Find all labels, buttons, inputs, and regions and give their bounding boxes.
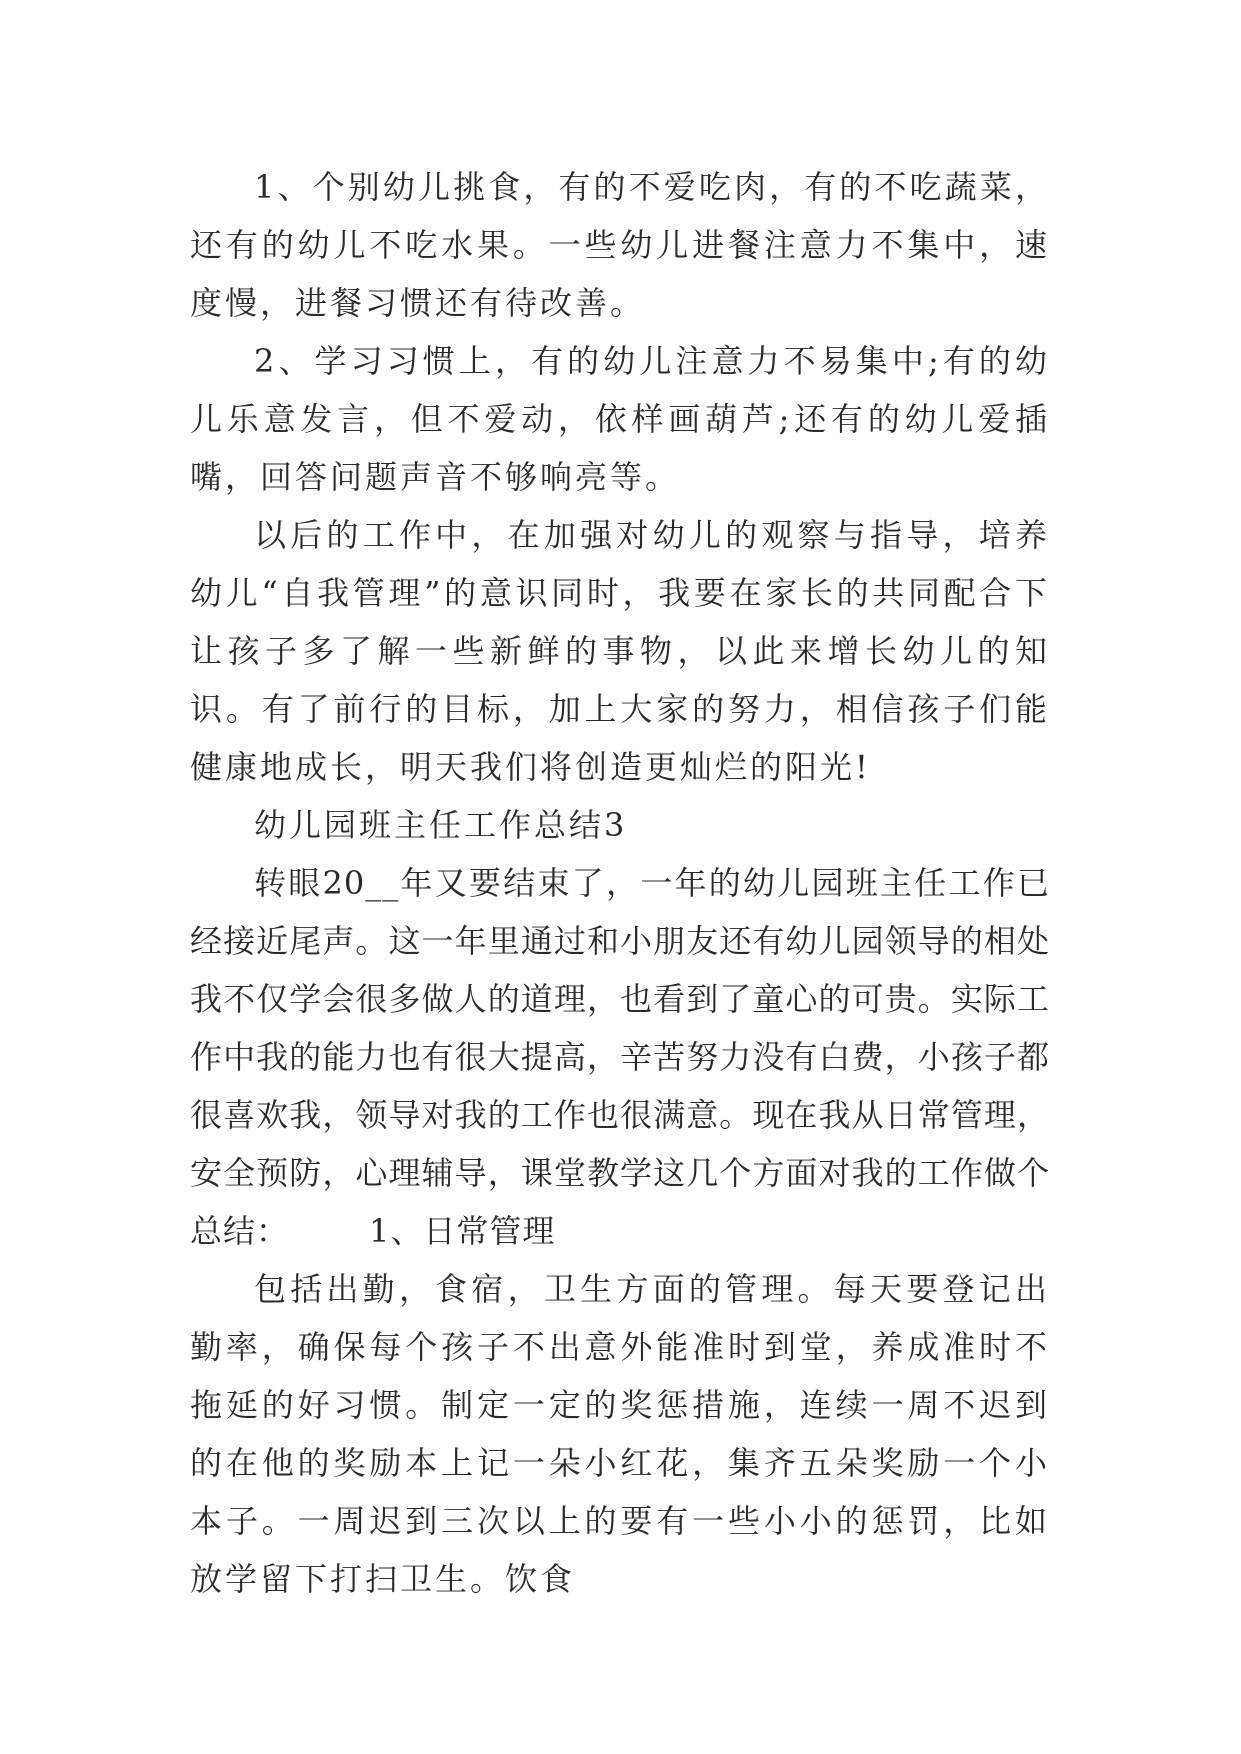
paragraph-future-work: 以后的工作中，在加强对幼儿的观察与指导，培养幼儿“自我管理”的意识同时，我要在家长的共同配合下让孩子多了解一些新鲜的事物，以此来增长幼儿的知识。有了前行的目标，加上大家的努力，相信孩子们能健康地成长，明天我们将创造更灿烂的阳光! [190, 516, 1050, 786]
paragraph-study-habits: 2、学习习惯上，有的幼儿注意力不易集中;有的幼儿乐意发言，但不爱动，依样画葫芦;还有的幼儿爱插嘴，回答问题声音不够响亮等。 [190, 342, 1050, 496]
paragraph-picky-eating: 1、个别幼儿挑食，有的不爱吃肉，有的不吃蔬菜，还有的幼儿不吃水果。一些幼儿进餐注意力不集中，速度慢，进餐习惯还有待改善。 [190, 168, 1050, 322]
document-body [190, 158, 1050, 1608]
subheading-daily-management: 1、日常管理 [369, 1212, 556, 1250]
paragraph-daily-management: 包括出勤，食宿，卫生方面的管理。每天要登记出勤率，确保每个孩子不出意外能准时到堂，养成准时不拖延的好习惯。制定一定的奖惩措施，连续一周不迟到的在他的奖励本上记一朵小红花，集齐五朵奖励一个小本子。一周迟到三次以上的要有一些小小的惩罚，比如放学留下打扫卫生。饮食 [190, 1270, 1050, 1598]
paragraph-intro [190, 854, 1050, 1260]
intro-text: 转眼20__年又要结束了，一年的幼儿园班主任工作已经接近尾声。这一年里通过和小朋友还有幼儿园领导的相处我不仅学会很多做人的道理，也看到了童心的可贵。实际工作中我的能力也有很大提高，辛苦努力没有白费，小孩子都很喜欢我，领导对我的工作也很满意。现在我从日常管理，安全预防，心理辅导，课堂教学这几个方面对我的工作做个总结： [190, 864, 1050, 1250]
section-title: 幼儿园班主任工作总结3 [254, 806, 628, 844]
